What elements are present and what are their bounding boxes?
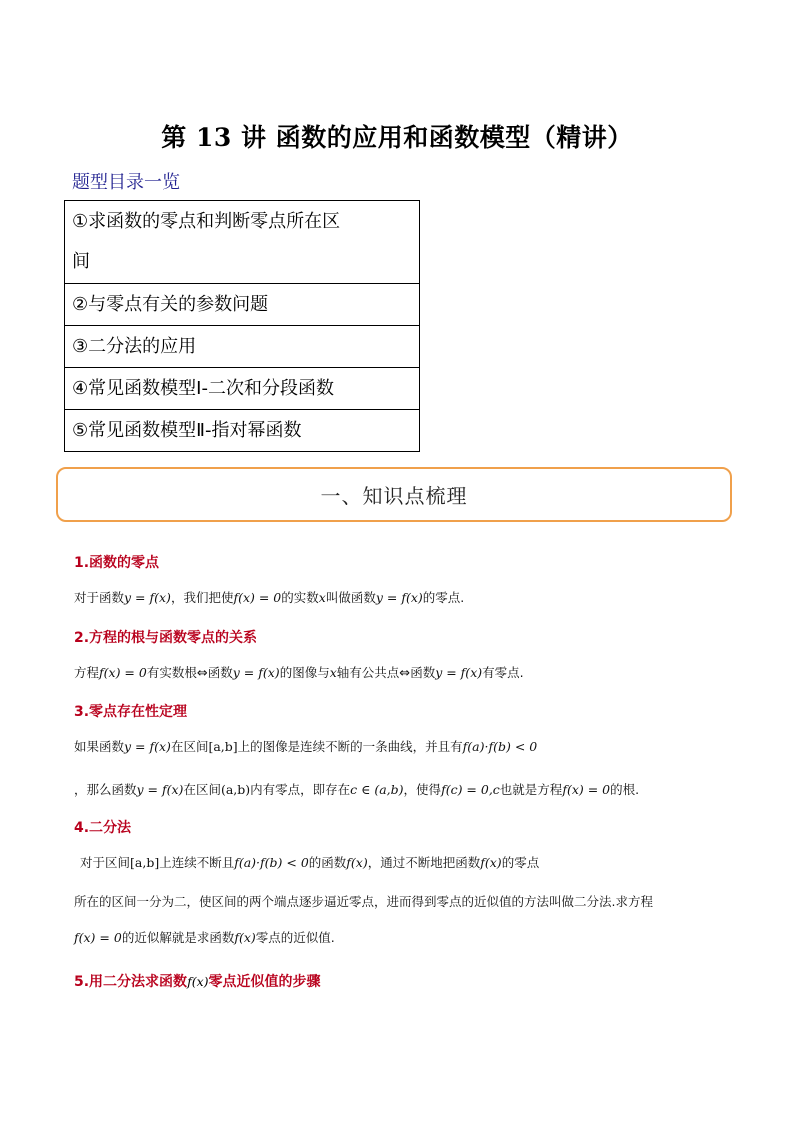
point-4-text-line1: 对于区间[a,b]上连续不断且f(a)·f(b) < 0的函数f(x)，通过不断地把函数f(x)的零点 — [80, 855, 540, 870]
toc-row-5[interactable] — [65, 410, 420, 452]
toc-item-3[interactable]: ③二分法的应用 — [65, 326, 420, 368]
point-2-heading: 2.方程的根与函数零点的关系 — [74, 630, 258, 646]
point-4-heading: 4.二分法 — [74, 820, 132, 836]
toc-heading: 题型目录一览 — [72, 172, 180, 193]
point-3-heading: 3.零点存在性定理 — [74, 704, 188, 720]
toc-item-4[interactable]: ④常见函数模型Ⅰ-二次和分段函数 — [65, 368, 420, 410]
toc-row-1[interactable] — [65, 201, 420, 284]
toc-table — [64, 200, 420, 452]
page-title: 第 13 讲 函数的应用和函数模型（精讲） — [161, 123, 633, 152]
point-3-text-line1: 如果函数y = f(x)在区间[a,b]上的图像是连续不断的一条曲线，并且有f(a)·f(b) < 0 — [74, 739, 538, 754]
point-2-text: 方程f(x) = 0有实数根⇔函数y = f(x)的图像与x轴有公共点⇔函数y = f(x)有零点. — [74, 665, 524, 681]
toc-item-2[interactable]: ②与零点有关的参数问题 — [65, 284, 420, 326]
point-3-text-line2: ，那么函数y = f(x)在区间(a,b)内有零点，即存在c ∈ (a,b)，使得f(c) = 0,c也就是方程f(x) = 0的根. — [74, 782, 640, 797]
toc-row-3[interactable] — [65, 326, 420, 368]
section-title-box — [56, 467, 732, 522]
point-1-text: 对于函数y = f(x)，我们把使f(x) = 0的实数x叫做函数y = f(x)的零点. — [74, 590, 465, 605]
toc-row-2[interactable] — [65, 284, 420, 326]
toc-item-5[interactable]: ⑤常见函数模型Ⅱ-指对幂函数 — [65, 410, 420, 452]
point-1-heading: 1.函数的零点 — [74, 555, 160, 571]
section-title: 一、知识点梳理 — [320, 484, 468, 508]
point-4-text-line2: 所在的区间一分为二，使区间的两个端点逐步逼近零点，进而得到零点的近似值的方法叫做二分法.求方程 — [74, 894, 653, 909]
toc-item-1[interactable]: ①求函数的零点和判断零点所在区 间 — [65, 201, 420, 284]
iff-symbol: ⇔ — [196, 666, 208, 681]
iff-symbol: ⇔ — [399, 666, 411, 681]
toc-row-4[interactable] — [65, 368, 420, 410]
point-5-heading: 5.用二分法求函数f(x)零点近似值的步骤 — [74, 974, 321, 990]
point-4-text-line3: f(x) = 0的近似解就是求函数f(x)零点的近似值. — [74, 930, 335, 945]
